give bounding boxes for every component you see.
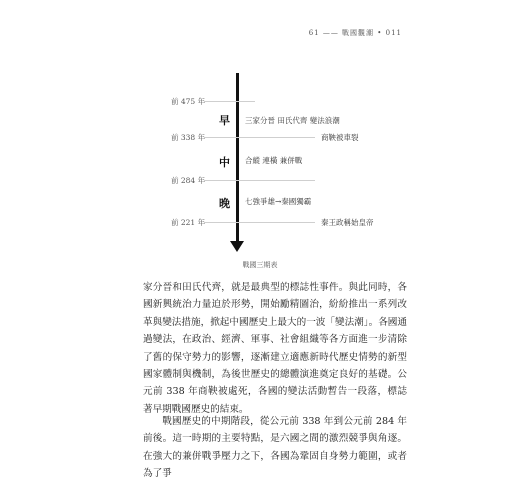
timeline-tick-284	[204, 180, 315, 181]
body-paragraph-1	[143, 279, 407, 418]
timeline-tick-475	[204, 101, 255, 102]
paragraph-text: 家分晉和田氏代齊，就是最典型的標誌性事件。與此同時，各國新興統治力量迫於形勢，開始勵精圖治，紛紛推出一系列改革與變法措施，掀起中國歷史上最大的一波「變法潮」。各國通過變法，在政治、經濟、軍事、社會組織等各方面進一步清除了舊的保守勢力的影響，逐漸建立適應新時代歷史情勢的新型國家體制與機制，為後世歷史的總體演進奠定良好的基礎。公元前 338 年商鞅被處死，各國的變法活動暫告一段落，標誌著早期戰國歷史的結束。	[143, 282, 407, 415]
event-early: 三家分晉 田氏代齊 變法浪潮	[245, 116, 340, 125]
period-late: 晚	[219, 197, 230, 210]
timeline-tick-221	[204, 222, 315, 223]
body-paragraph-2	[143, 413, 407, 483]
timeline-date: 前 475 年	[171, 97, 206, 106]
timeline-tick-338	[204, 137, 315, 138]
event-shang-yang: 商鞅被車裂	[321, 133, 359, 142]
period-early: 早	[219, 114, 230, 127]
event-middle: 合縱 連橫 兼併戰	[245, 156, 303, 165]
page-header: 61 —— 戰國觀潮 • 011	[308, 29, 402, 37]
event-first-emperor: 秦王政稱始皇帝	[321, 218, 374, 227]
timeline-arrow-line	[236, 73, 239, 243]
arrow-down-icon	[230, 241, 244, 252]
paragraph-text: 戰國歷史的中期階段，從公元前 338 年到公元前 284 年前後。這一時期的主要特點，是六國之間的激烈競爭與角逐。在強大的兼併戰爭壓力之下，各國為鞏固自身勢力範圍，或者為了爭	[143, 416, 407, 480]
event-late: 七強爭雄→秦國獨霸	[245, 197, 312, 206]
timeline-date: 前 221 年	[171, 218, 206, 227]
figure-caption: 戰國三期表	[242, 261, 278, 269]
timeline-date: 前 338 年	[171, 133, 206, 142]
period-middle: 中	[219, 156, 230, 169]
timeline-date: 前 284 年	[171, 176, 206, 185]
